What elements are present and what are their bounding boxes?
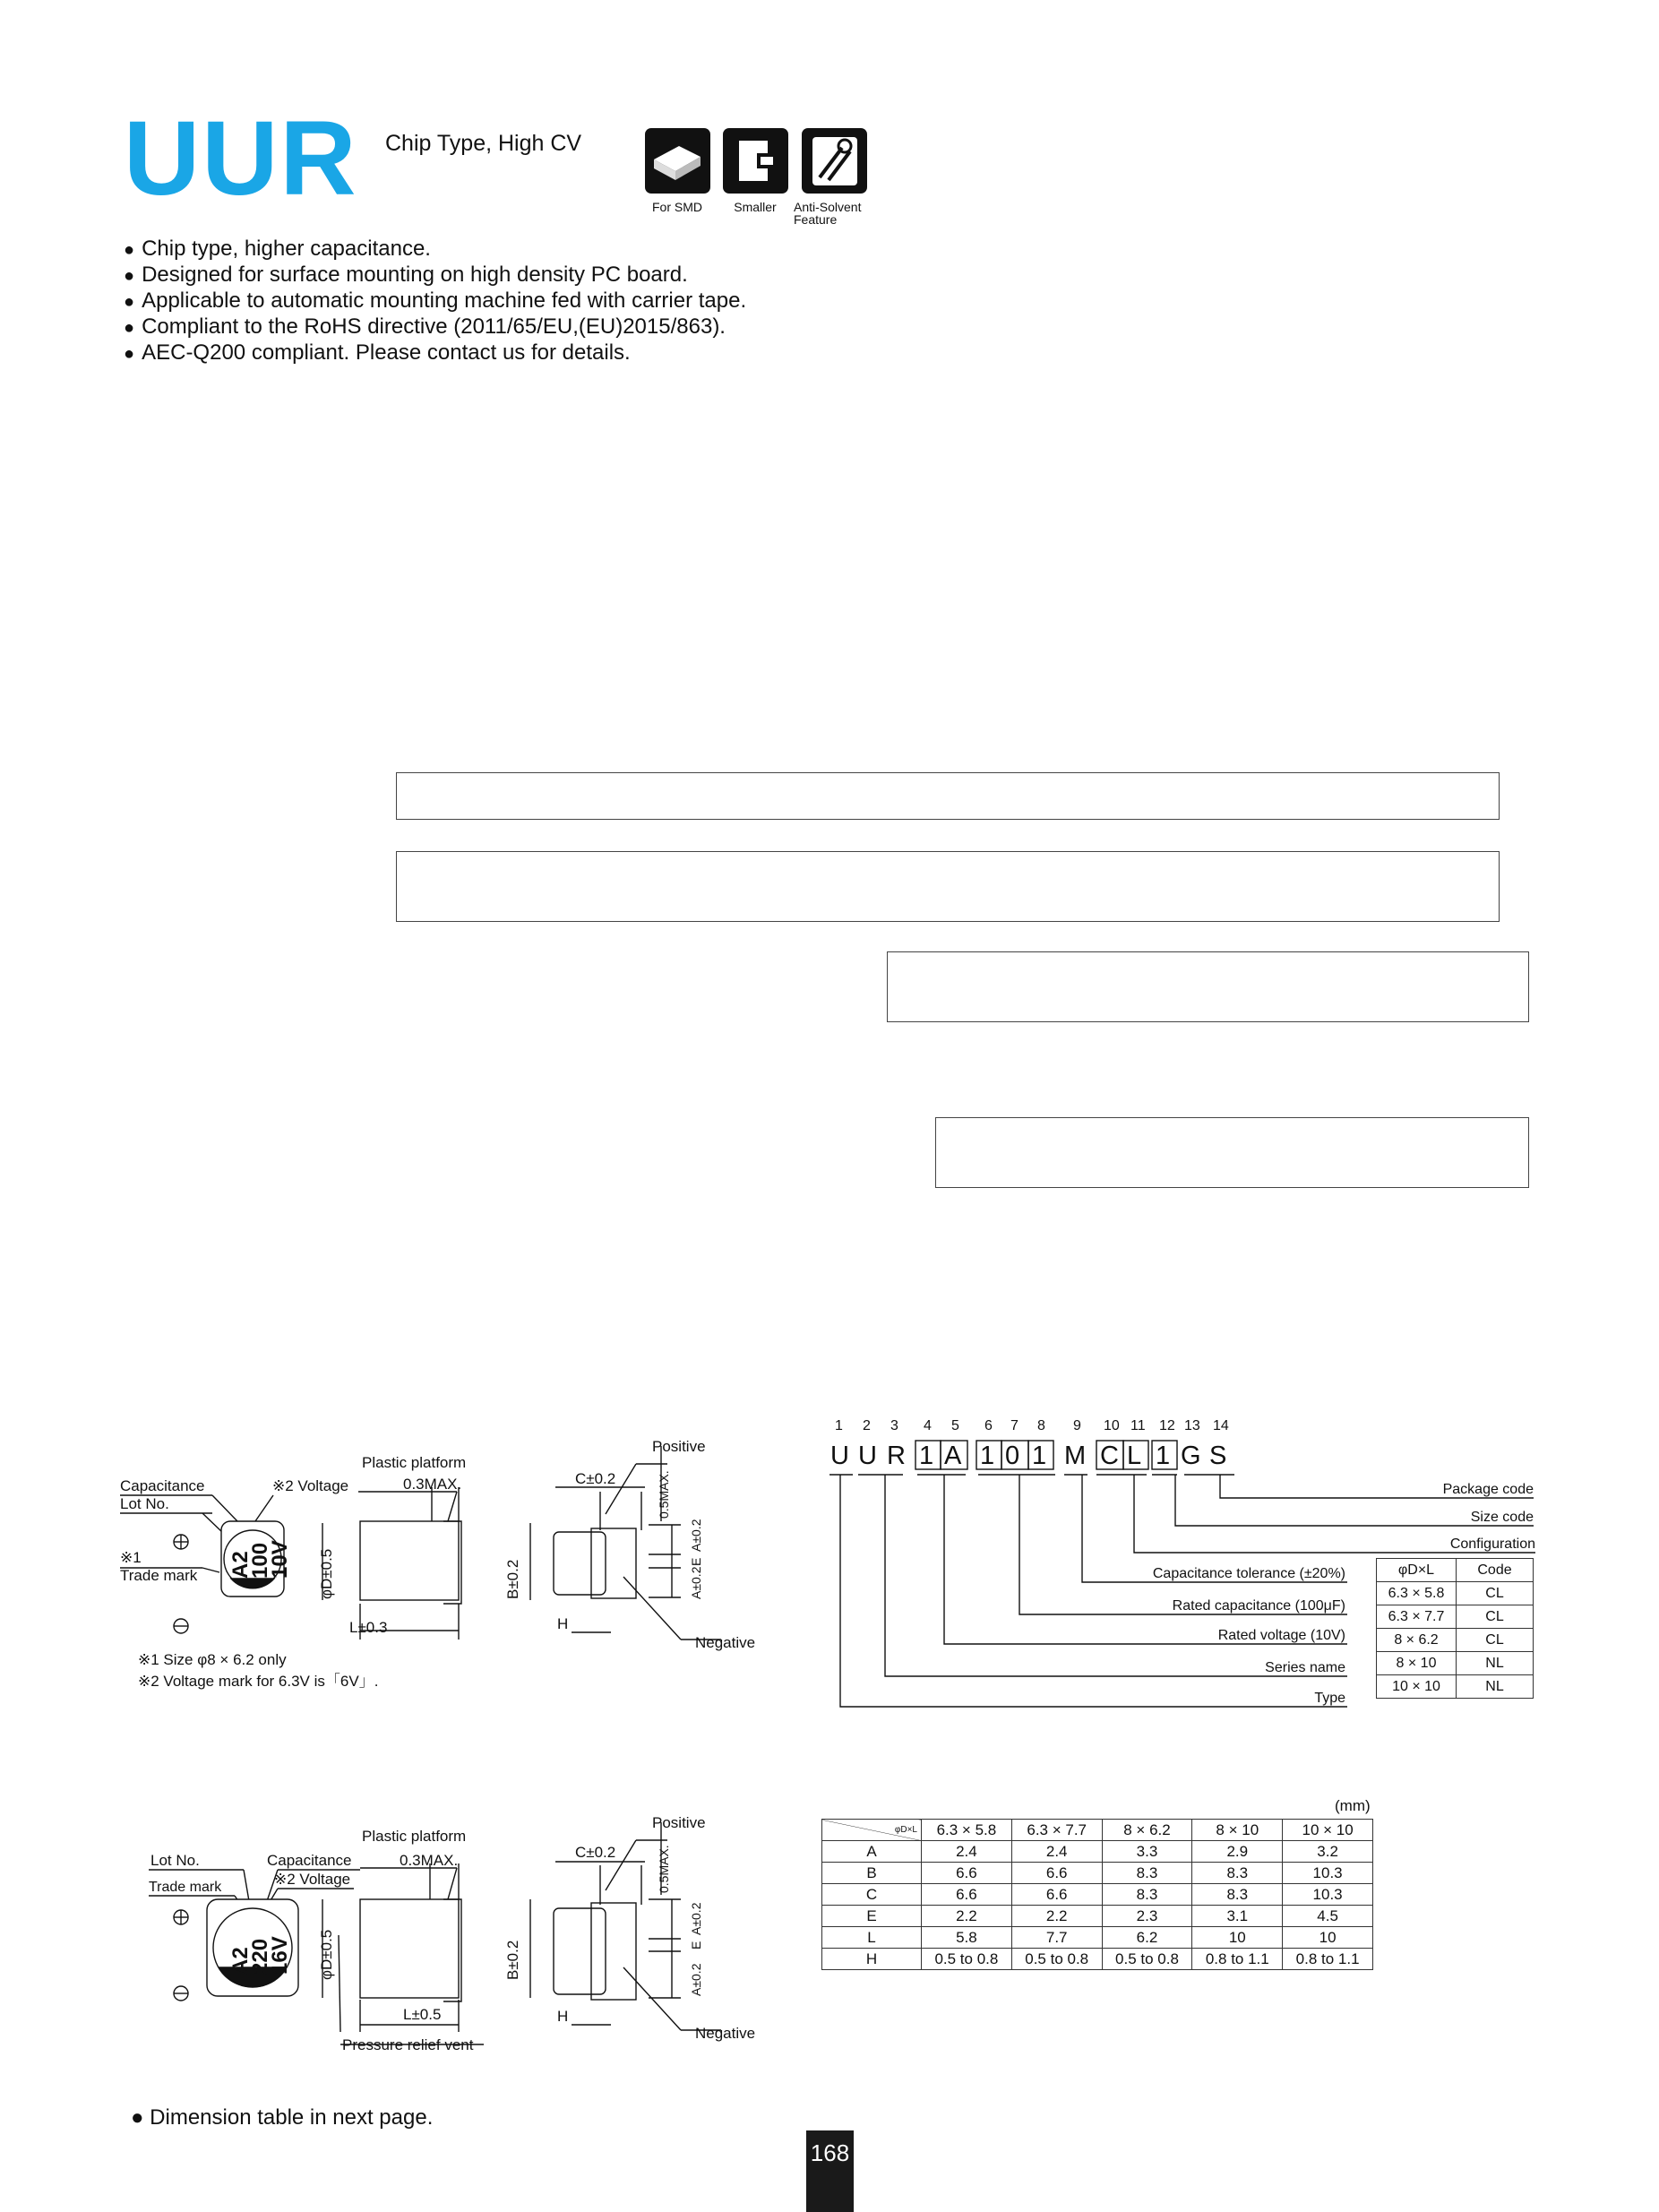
label-positive-2: Positive	[652, 1814, 706, 1831]
label-phi-d: φD±0.5	[318, 1548, 335, 1599]
size-cell: 6.3 × 7.7	[1377, 1605, 1457, 1629]
char-13: G	[1181, 1442, 1201, 1470]
label-note1-mark: ※1	[120, 1549, 142, 1566]
label-l-2: L±0.5	[403, 2006, 442, 2023]
label-type: Type	[1314, 1691, 1345, 1706]
cap-line-3: 10V	[268, 1540, 292, 1579]
char-4: 1	[919, 1442, 934, 1470]
size-cell: 6.3 × 5.8	[1377, 1582, 1457, 1605]
dimension-table	[821, 1819, 1373, 1970]
label-03max: 0.3MAX.	[403, 1476, 462, 1493]
smd-chip-icon	[645, 128, 710, 194]
label-c: C±0.2	[575, 1470, 616, 1487]
table-row	[822, 1949, 1373, 1970]
pos-3: 3	[890, 1418, 898, 1433]
label-a-top-2: A±0.2	[689, 1902, 703, 1935]
char-2: U	[858, 1442, 877, 1470]
size-code-table	[1376, 1558, 1534, 1699]
spec-box-1	[396, 772, 1500, 820]
table-cell: 2.4	[1011, 1841, 1102, 1863]
label-c-2: C±0.2	[575, 1844, 616, 1861]
label-negative-2: Negative	[695, 2025, 756, 2042]
table-cell: 8.3	[1102, 1863, 1192, 1884]
table-cell: 6.6	[1011, 1863, 1102, 1884]
label-a-bottom: A±0.2	[689, 1566, 703, 1599]
pos-7: 7	[1010, 1418, 1019, 1433]
table-cell: 2.2	[1011, 1906, 1102, 1927]
cap-line-1: A2	[228, 1551, 253, 1579]
pos-9: 9	[1073, 1418, 1081, 1433]
row-label: L	[822, 1927, 922, 1949]
pos-11: 11	[1130, 1418, 1146, 1433]
smd-icon-label: For SMD	[652, 200, 702, 214]
pos-12: 12	[1159, 1418, 1175, 1433]
size-cell: CL	[1457, 1605, 1534, 1629]
table-cell: 0.8 to 1.1	[1283, 1949, 1373, 1970]
label-series-name: Series name	[1265, 1660, 1345, 1675]
dim-col-header: 6.3 × 5.8	[922, 1820, 1012, 1841]
char-12: 1	[1156, 1442, 1171, 1470]
label-negative: Negative	[695, 1634, 756, 1651]
label-lot-no-2: Lot No.	[150, 1852, 200, 1869]
dim-col-header: 8 × 6.2	[1102, 1820, 1192, 1841]
page-number: 168	[806, 2130, 854, 2212]
footer-note-text: Dimension table in next page.	[150, 2105, 434, 2130]
size-cell: 10 × 10	[1377, 1675, 1457, 1699]
anti-solvent-icon	[802, 128, 867, 194]
table-cell: 2.2	[922, 1906, 1012, 1927]
label-rated-voltage: Rated voltage (10V)	[1217, 1628, 1345, 1643]
feature-item: ● Compliant to the RoHS directive (2011/65/EU,(EU)2015/863).	[124, 314, 746, 340]
table-cell: 3.1	[1192, 1906, 1283, 1927]
dimension-diagram-1	[107, 1424, 788, 1693]
label-plastic-platform-2: Plastic platform	[362, 1828, 467, 1845]
char-8: 1	[1032, 1442, 1047, 1470]
char-10: C	[1100, 1442, 1119, 1470]
size-cell: NL	[1457, 1675, 1534, 1699]
label-trade-mark: Trade mark	[120, 1567, 198, 1584]
table-cell: 5.8	[922, 1927, 1012, 1949]
table-cell: 10.3	[1283, 1884, 1373, 1906]
label-05max-2: 0.5MAX.	[657, 1845, 671, 1893]
cap-line-2: 100	[248, 1542, 272, 1579]
dimension-diagram-2	[107, 1801, 788, 2061]
label-phi-d-2: φD±0.5	[318, 1929, 335, 1980]
label-b-2: B±0.2	[504, 1940, 521, 1980]
table-cell: 8.3	[1102, 1884, 1192, 1906]
table-cell: 6.2	[1102, 1927, 1192, 1949]
table-cell: 0.8 to 1.1	[1192, 1949, 1283, 1970]
table-row	[822, 1863, 1373, 1884]
size-cell: CL	[1457, 1582, 1534, 1605]
pos-8: 8	[1037, 1418, 1045, 1433]
spec-box-4	[935, 1117, 1529, 1188]
label-configuration: Configuration	[1449, 1536, 1535, 1552]
dim-corner: φD×L	[822, 1820, 922, 1841]
bullet-icon: ●	[131, 2105, 144, 2130]
table-cell: 8.3	[1192, 1863, 1283, 1884]
smaller-icon-label: Smaller	[734, 200, 777, 214]
table-cell: 10	[1192, 1927, 1283, 1949]
row-label: B	[822, 1863, 922, 1884]
pos-10: 10	[1104, 1418, 1120, 1433]
unit-label: (mm)	[1335, 1797, 1371, 1814]
series-subtitle: Chip Type, High CV	[385, 131, 582, 156]
size-cell: NL	[1457, 1652, 1534, 1675]
type-numbering	[826, 1414, 1543, 1718]
pos-14: 14	[1213, 1418, 1229, 1433]
table-cell: 6.6	[922, 1884, 1012, 1906]
table-cell: 4.5	[1283, 1906, 1373, 1927]
label-rated-cap: Rated capacitance (100μF)	[1172, 1598, 1345, 1614]
size-cell: 8 × 6.2	[1377, 1629, 1457, 1652]
char-1: U	[830, 1442, 849, 1470]
table-cell: 10	[1283, 1927, 1373, 1949]
label-e: E	[689, 1557, 703, 1566]
size-cell: 8 × 10	[1377, 1652, 1457, 1675]
cap-line-1-2: A2	[228, 1947, 253, 1975]
feature-item: ● Chip type, higher capacitance.	[124, 237, 746, 263]
dim-col-header: 8 × 10	[1192, 1820, 1283, 1841]
label-e-2: E	[689, 1941, 703, 1949]
pos-2: 2	[863, 1418, 871, 1433]
table-cell: 2.4	[922, 1841, 1012, 1863]
table-cell: 8.3	[1192, 1884, 1283, 1906]
row-label: E	[822, 1906, 922, 1927]
table-cell: 3.2	[1283, 1841, 1373, 1863]
size-header-dim: φD×L	[1377, 1559, 1457, 1582]
cap-line-2-2: 220	[248, 1938, 272, 1975]
label-cap-tolerance: Capacitance tolerance (±20%)	[1152, 1566, 1345, 1581]
label-capacitance: Capacitance	[120, 1477, 205, 1494]
table-cell: 10.3	[1283, 1863, 1373, 1884]
row-label: C	[822, 1884, 922, 1906]
label-vent: Pressure relief vent	[342, 2036, 474, 2053]
feature-item: ● Applicable to automatic mounting machine fed with carrier tape.	[124, 288, 746, 314]
table-cell: 3.3	[1102, 1841, 1192, 1863]
label-lot-no: Lot No.	[120, 1495, 169, 1512]
table-row	[822, 1927, 1373, 1949]
label-l: L±0.3	[349, 1619, 388, 1636]
char-11: L	[1127, 1442, 1142, 1470]
label-h-2: H	[557, 2008, 569, 2025]
char-9: M	[1064, 1442, 1087, 1470]
table-cell: 2.3	[1102, 1906, 1192, 1927]
pos-6: 6	[984, 1418, 993, 1433]
table-cell: 6.6	[1011, 1884, 1102, 1906]
label-capacitance-2: Capacitance	[267, 1852, 352, 1869]
size-cell: CL	[1457, 1629, 1534, 1652]
row-label: A	[822, 1841, 922, 1863]
feature-item: ● Designed for surface mounting on high density PC board.	[124, 263, 746, 288]
label-05max: 0.5MAX.	[657, 1470, 671, 1519]
cap-line-3-2: 16V	[268, 1936, 292, 1975]
dim-col-header: 10 × 10	[1283, 1820, 1373, 1841]
footer-note	[131, 2105, 433, 2130]
table-cell: 0.5 to 0.8	[1102, 1949, 1192, 1970]
pos-13: 13	[1184, 1418, 1200, 1433]
spec-box-3	[887, 951, 1529, 1022]
label-positive: Positive	[652, 1438, 706, 1455]
size-header-code: Code	[1457, 1559, 1534, 1582]
label-a-top: A±0.2	[689, 1519, 703, 1552]
spec-box-2	[396, 851, 1500, 922]
char-7: 0	[1005, 1442, 1020, 1470]
table-cell: 7.7	[1011, 1927, 1102, 1949]
table-cell: 0.5 to 0.8	[922, 1949, 1012, 1970]
pos-5: 5	[951, 1418, 959, 1433]
dim-col-header: 6.3 × 7.7	[1011, 1820, 1102, 1841]
note-1: ※1 Size φ8 × 6.2 only	[138, 1651, 287, 1668]
label-voltage: ※2 Voltage	[272, 1477, 349, 1494]
note-2: ※2 Voltage mark for 6.3V is「6V」.	[138, 1673, 379, 1690]
table-cell: 2.9	[1192, 1841, 1283, 1863]
pos-1: 1	[835, 1418, 843, 1433]
series-title: UUR	[124, 99, 358, 218]
char-6: 1	[980, 1442, 995, 1470]
row-label: H	[822, 1949, 922, 1970]
char-3: R	[887, 1442, 906, 1470]
label-b: B±0.2	[504, 1559, 521, 1599]
label-h: H	[557, 1615, 569, 1632]
table-row	[822, 1884, 1373, 1906]
char-14: S	[1209, 1442, 1227, 1470]
label-a-bottom-2: A±0.2	[689, 1963, 703, 1996]
smaller-icon	[723, 128, 788, 194]
label-03max-2: 0.3MAX.	[400, 1852, 459, 1869]
table-row	[822, 1841, 1373, 1863]
label-trade-mark-2: Trade mark	[149, 1880, 222, 1895]
feature-list	[124, 237, 746, 366]
label-size-code: Size code	[1470, 1510, 1534, 1525]
table-row	[822, 1906, 1373, 1927]
pos-4: 4	[924, 1418, 932, 1433]
label-plastic-platform: Plastic platform	[362, 1454, 467, 1471]
label-voltage-2: ※2 Voltage	[274, 1871, 351, 1888]
label-package-code: Package code	[1442, 1482, 1534, 1497]
table-cell: 0.5 to 0.8	[1011, 1949, 1102, 1970]
anti-solvent-icon-label: Anti-Solvent Feature	[794, 200, 862, 227]
feature-item: ● AEC-Q200 compliant. Please contact us for details.	[124, 340, 746, 366]
table-cell: 6.6	[922, 1863, 1012, 1884]
char-5: A	[944, 1442, 962, 1470]
